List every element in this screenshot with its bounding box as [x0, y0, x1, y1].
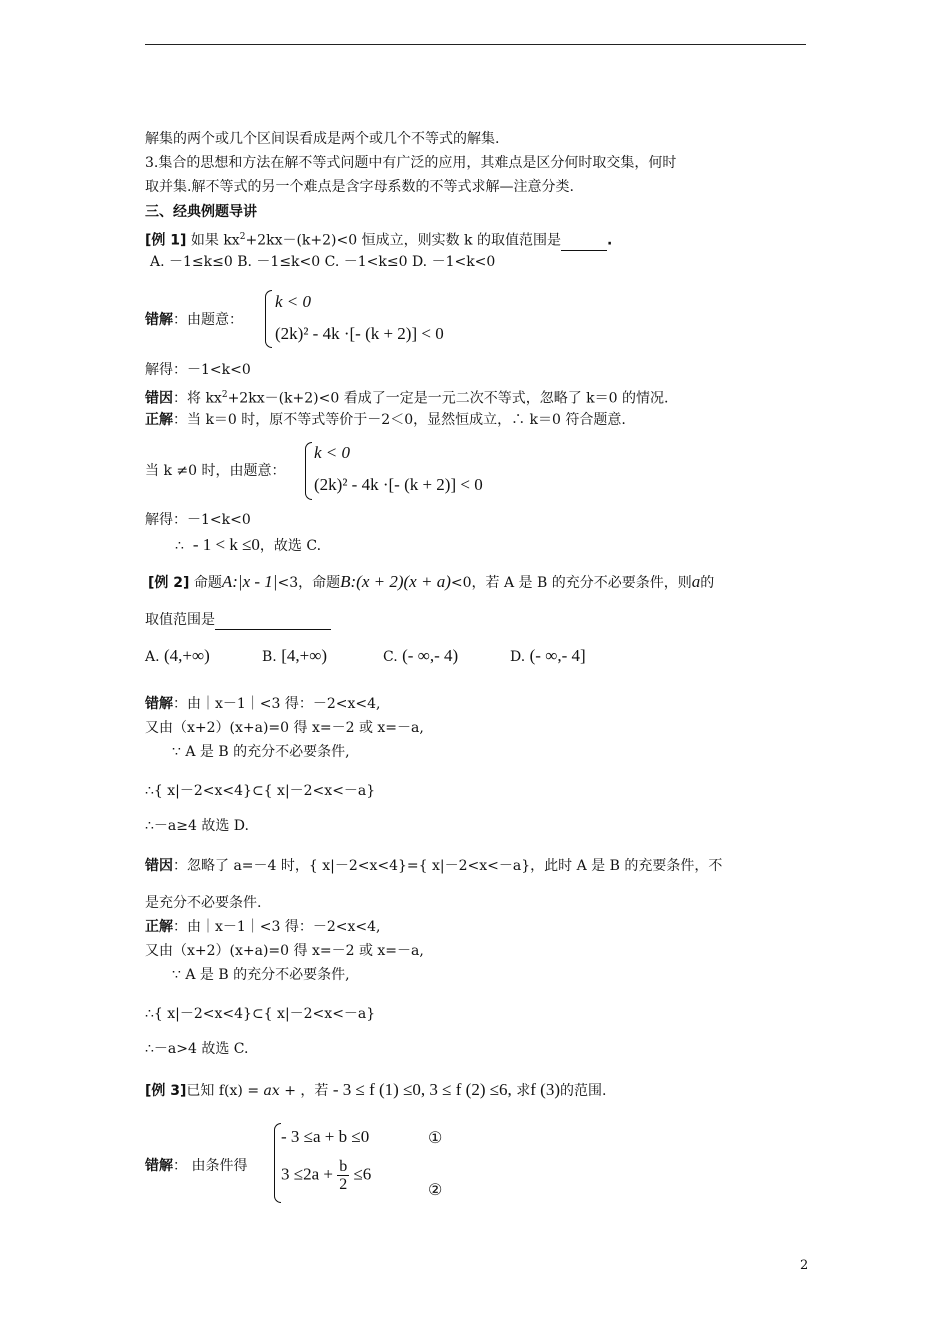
system-line-2: (2k)² - 4k ·[- (k + 2)] < 0	[275, 324, 444, 343]
example-2-cause-1: 错因：忽略了 a=－4 时，{ x|－2<x<4}={ x|－2<x<－a}，此时 A 是 B 的充要条件，不	[145, 858, 723, 874]
example-2-wrong-2: 又由（x+2）(x+a)=0 得 x=－2 或 x=－a,	[145, 720, 424, 736]
example-2-option-d: D. (- ∞,- 4]	[510, 646, 586, 665]
system-2-line-1: k < 0	[314, 443, 351, 462]
example-2-wrong-3: ∵ A 是 B 的充分不必要条件,	[172, 744, 350, 760]
example-2-question: [例 2] 命题A:|x - 1|<3，命题B:(x + 2)(x + a)<0，若 A 是 B 的充分不必要条件，则a的	[148, 572, 715, 591]
system-line-1: k < 0	[275, 292, 312, 311]
example-3-question: [例 3]已知 f(x) = ax + ，若 - 3 ≤ f (1) ≤0, 3 ≤ f (2) ≤6, 求f (3)的范围.	[145, 1080, 607, 1099]
system-brace-2	[305, 442, 312, 500]
page-number: 2	[800, 1258, 809, 1273]
example-1-question: [例 1] 如果 $kx^2+2kx-(k+2)<0$ 恒成立，则实数 k 的取值范围是 .	[145, 232, 613, 249]
example-1-cause: 错因：将 $kx^2+2kx-(k+2)<0$ 看成了一定是一元二次不等式，忽略了 k＝0 的情况.	[145, 390, 669, 407]
example-1-result-2: 解得：－1<k<0	[145, 512, 251, 528]
example-2-wrong-1: 错解：由｜x－1｜<3 得：－2<x<4,	[145, 696, 381, 712]
example-1-options: A. －1≤k≤0 B. －1≤k<0 C. －1<k≤0 D. －1<k<0	[150, 254, 496, 270]
answer-blank-2	[215, 629, 331, 630]
section-title: 三、经典例题导讲	[145, 204, 257, 220]
intro-line-2: 3.集合的思想和方法在解不等式问题中有广泛的应用，其难点是区分何时取交集，何时	[145, 155, 677, 171]
example-3-system-1: - 3 ≤a + b ≤0	[281, 1127, 370, 1146]
equation-marker-1: ①	[428, 1128, 443, 1147]
example-2-cause-2: 是充分不必要条件.	[145, 895, 262, 911]
example-1-wrong-result: 解得：－1<k<0	[145, 362, 251, 378]
example-2-correct-3: ∵ A 是 B 的充分不必要条件,	[172, 967, 350, 983]
example-2-correct-4: ∴{ x|－2<x<4}⊂{ x|－2<x<－a}	[145, 1006, 376, 1022]
example-3-system-2: 3 ≤2a + $\frac{b}{2}$ ≤6	[281, 1158, 372, 1193]
example-2-wrong-5: ∴－a≥4 故选 D.	[145, 818, 249, 834]
example-2-correct-1: 正解：由｜x－1｜<3 得：－2<x<4,	[145, 919, 381, 935]
system-2-line-2: (2k)² - 4k ·[- (k + 2)] < 0	[314, 475, 483, 494]
example-2-option-b: B. [4,+∞)	[262, 646, 327, 665]
system-brace-3	[274, 1123, 281, 1203]
header-rule	[145, 44, 806, 45]
system-brace	[265, 290, 272, 348]
example-3-wrong: 错解： 由条件得	[145, 1158, 248, 1174]
intro-line-1: 解集的两个或几个区间误看成是两个或几个不等式的解集.	[145, 131, 500, 147]
example-1-case: 当 k ≠0 时，由题意：	[145, 463, 286, 479]
example-1-label: [例 1]	[145, 232, 187, 249]
fraction-b-over-2: $\frac{b}{2}$	[339, 1158, 348, 1193]
intro-line-3: 取并集.解不等式的另一个难点是含字母系数的不等式求解—注意分类.	[145, 179, 574, 195]
example-2-option-c: C. (- ∞,- 4)	[383, 646, 459, 665]
equation-marker-2: ②	[428, 1180, 443, 1199]
example-1-final: ∴ - 1 < k ≤0，故选 C.	[175, 535, 322, 554]
example-2-wrong-4: ∴{ x|－2<x<4}⊂{ x|－2<x<－a}	[145, 783, 376, 799]
example-2-option-a: A. (4,+∞)	[145, 646, 210, 665]
example-1-wrong-solution: 错解：由题意：	[145, 312, 243, 328]
example-1-correct: 正解：当 k＝0 时，原不等式等价于－2＜0，显然恒成立，∴ k＝0 符合题意.	[145, 412, 626, 428]
example-2-correct-5: ∴－a>4 故选 C.	[145, 1041, 249, 1057]
answer-blank	[561, 250, 607, 251]
example-2-correct-2: 又由（x+2）(x+a)=0 得 x=－2 或 x=－a,	[145, 943, 424, 959]
example-2-question-line-2: 取值范围是	[145, 610, 331, 630]
